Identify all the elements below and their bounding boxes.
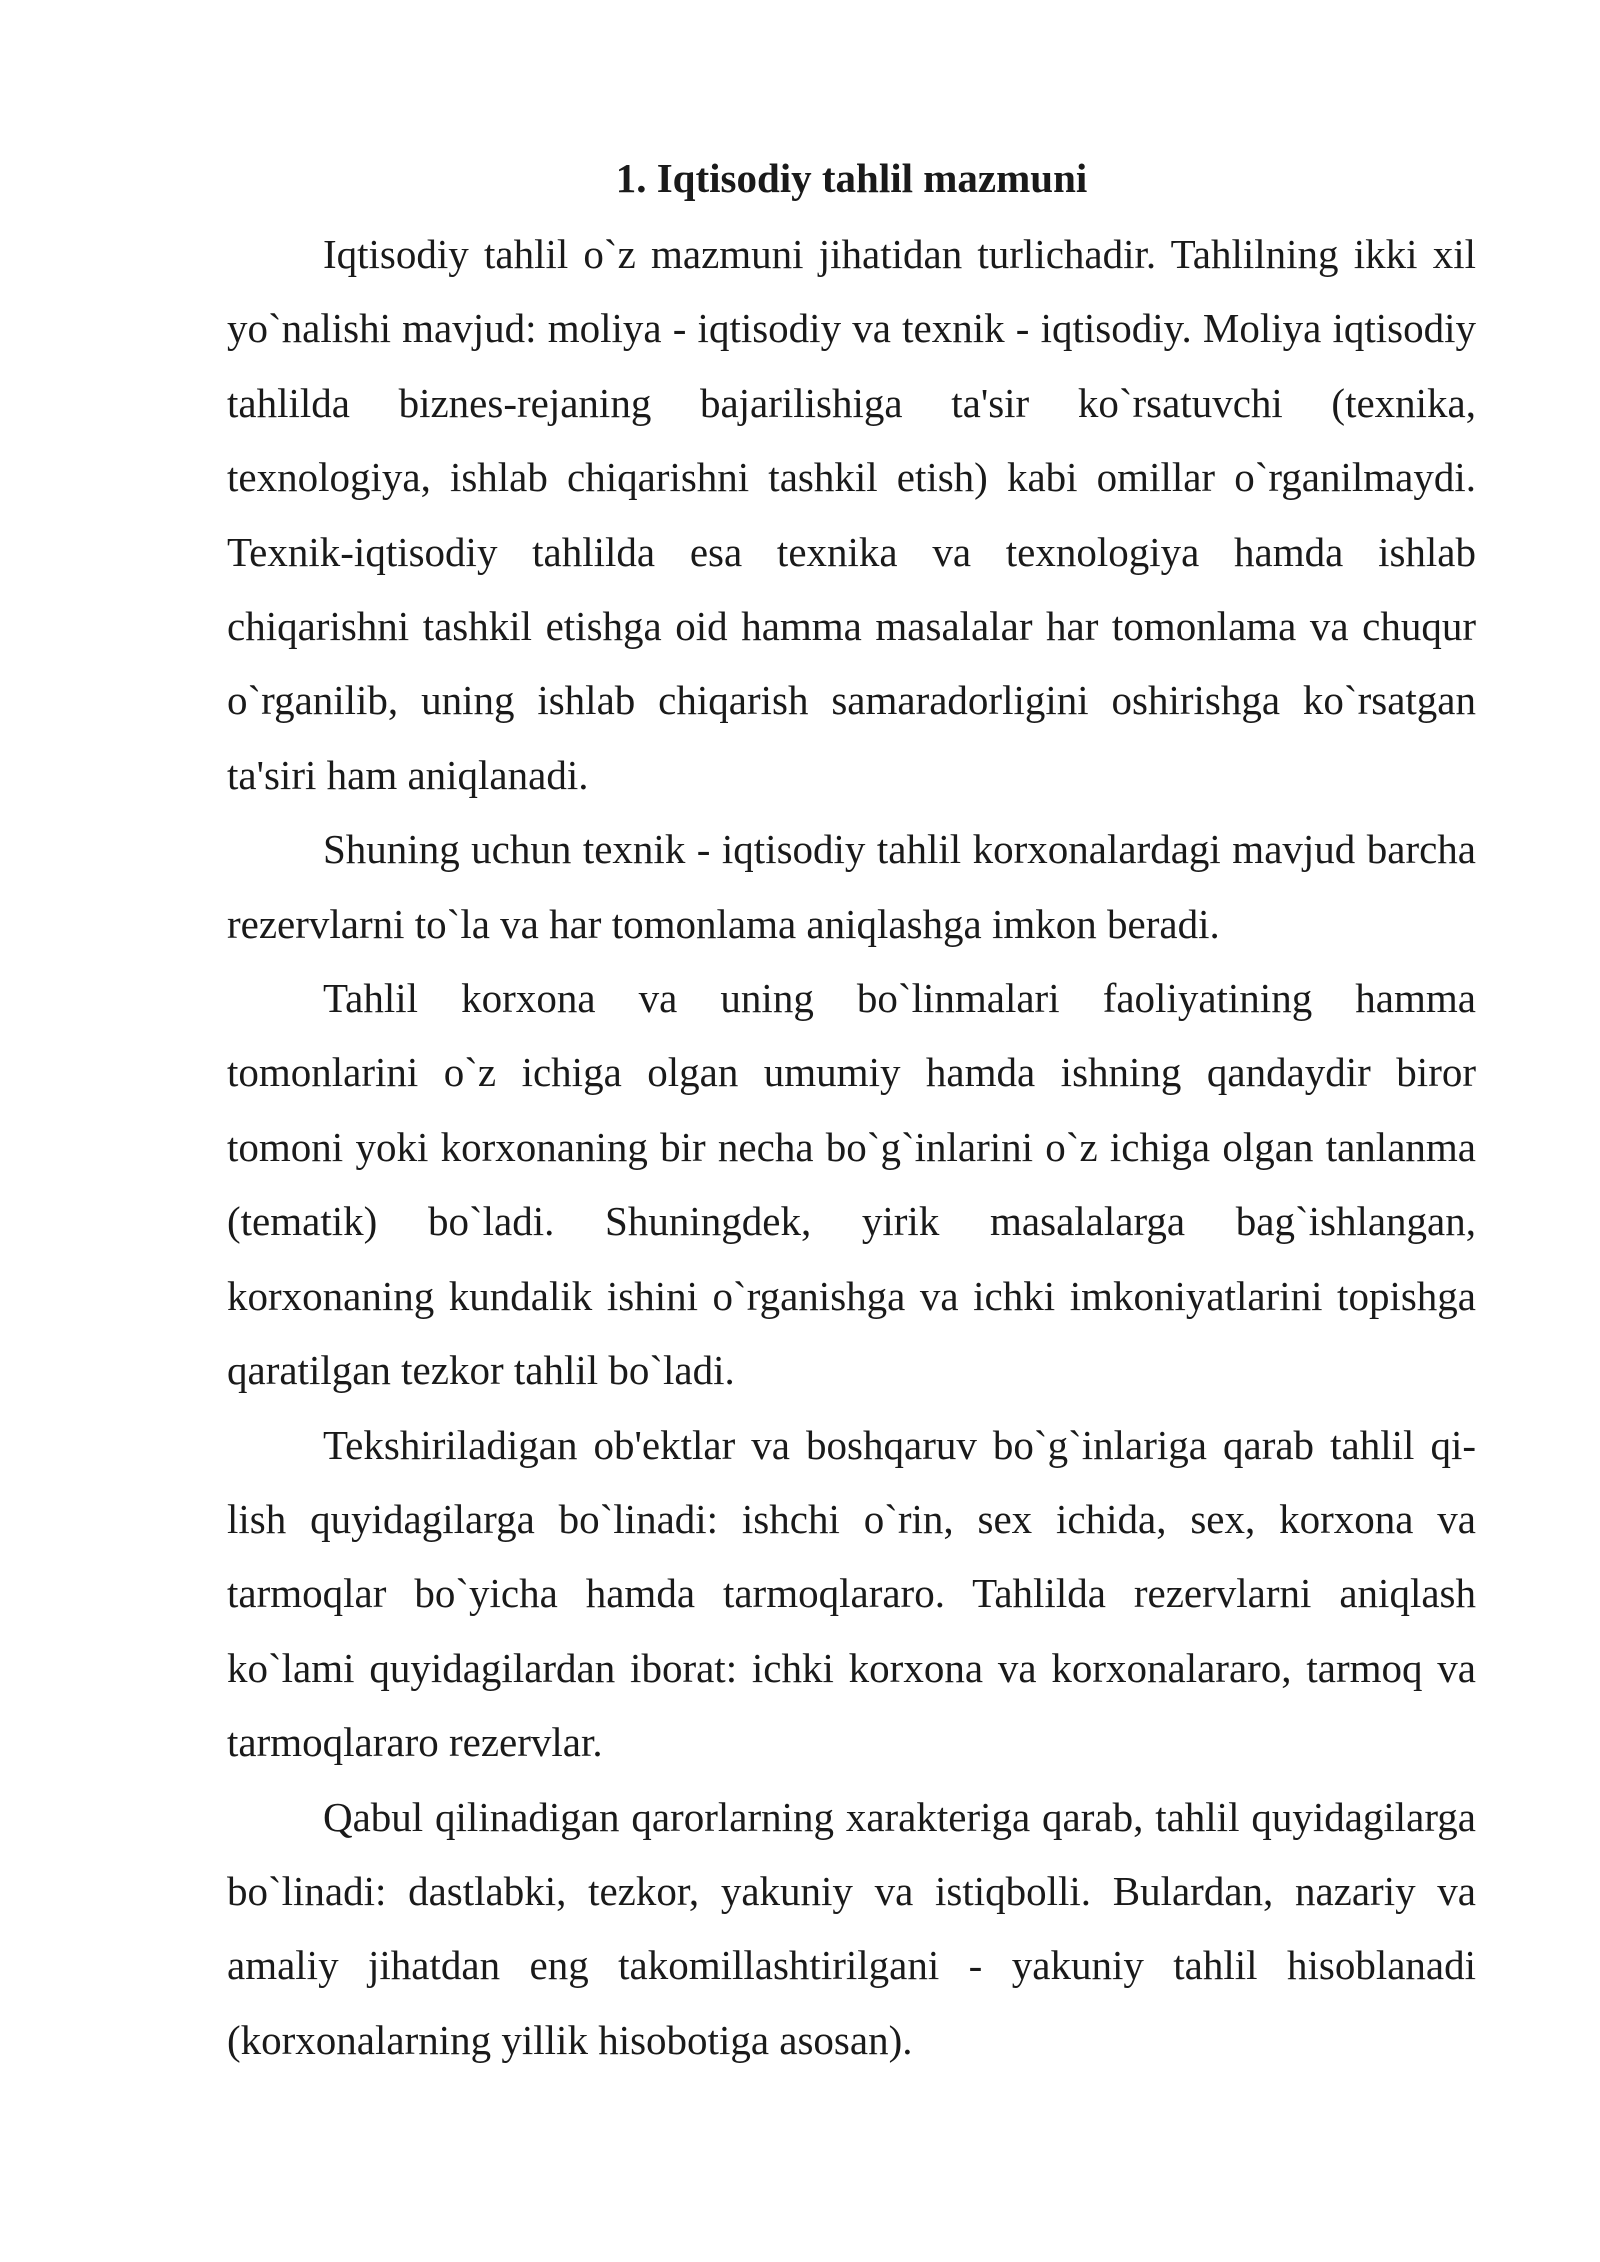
paragraph-technical-analysis: Shuning uchun texnik - iqtisodiy tahlil korxonalardagi mavjud barcha rezervlarni to`la va har tomonlama aniqlashga imkon beradi. <box>227 826 1476 947</box>
paragraph-scope-types: Tahlil korxona va uning bo`linmalari faoliyatining hamma tomonlarini o`z ichiga olgan umumiy hamda ishning qandaydir biror tomoni yoki korxonaning bir necha bo`g`inlarini o`z ichiga olgan tanlanma (tematik) bo`ladi. Shuningdek, yirik masalalarga bag`ishlangan, korxonaning kundalik ishini o`rganishga va ichki imkoniyatlarini topishga qaratilgan tezkor tahlil bo`ladi. <box>227 975 1476 1394</box>
section-title: 1. Iqtisodiy tahlil mazmuni <box>615 155 1088 201</box>
paragraph-content-types: Iqtisodiy tahlil o`z mazmuni jihatidan turlichadir. Tahlilning ikki xil yo`nalishi mavjud: moliya - iqtisodiy va texnik - iqtisodiy. Moliya iqtisodiy tahlilda biznes-rejaning bajarilishiga ta'sir ko`rsatuvchi (texnika, texnologiya, ishlab chiqarishni tashkil etish) kabi omillar o`rganilmaydi. Texnik-iqtisodiy tahlilda esa texnika va texnologiya hamda ishlab chiqarishni tashkil etishga oid hamma masalalar har tomonlama va chuqur o`rganilib, uning ishlab chiqarish samaradorligini oshirishga ko`rsatgan ta'siri ham aniqlanadi. <box>227 231 1476 798</box>
paragraph-management-levels: Tekshiriladigan ob'ektlar va boshqaruv bo`g`inlariga qarab tahlil qi-lish quyidagilarga bo`linadi: ishchi o`rin, sex ichida, sex, korxona va tarmoqlar bo`yicha hamda tarmoqlararo. Tahlilda rezervlarni aniqlash ko`lami quyidagilardan iborat: ichki korxona va korxonalararo, tarmoq va tarmoqlararo rezervlar. <box>227 1421 1476 1766</box>
paragraph-decision-types: Qabul qilinadigan qarorlarning xarakteriga qarab, tahlil quyidagilarga bo`linadi: dastlabki, tezkor, yakuniy va istiqbolli. Bulardan, nazariy va amaliy jihatdan eng takomillashtirilgani - yakuniy tahlil hisoblanadi (korxonalarning yillik hisobotiga asosan). <box>227 1793 1476 2063</box>
document-body <box>227 148 1476 2077</box>
